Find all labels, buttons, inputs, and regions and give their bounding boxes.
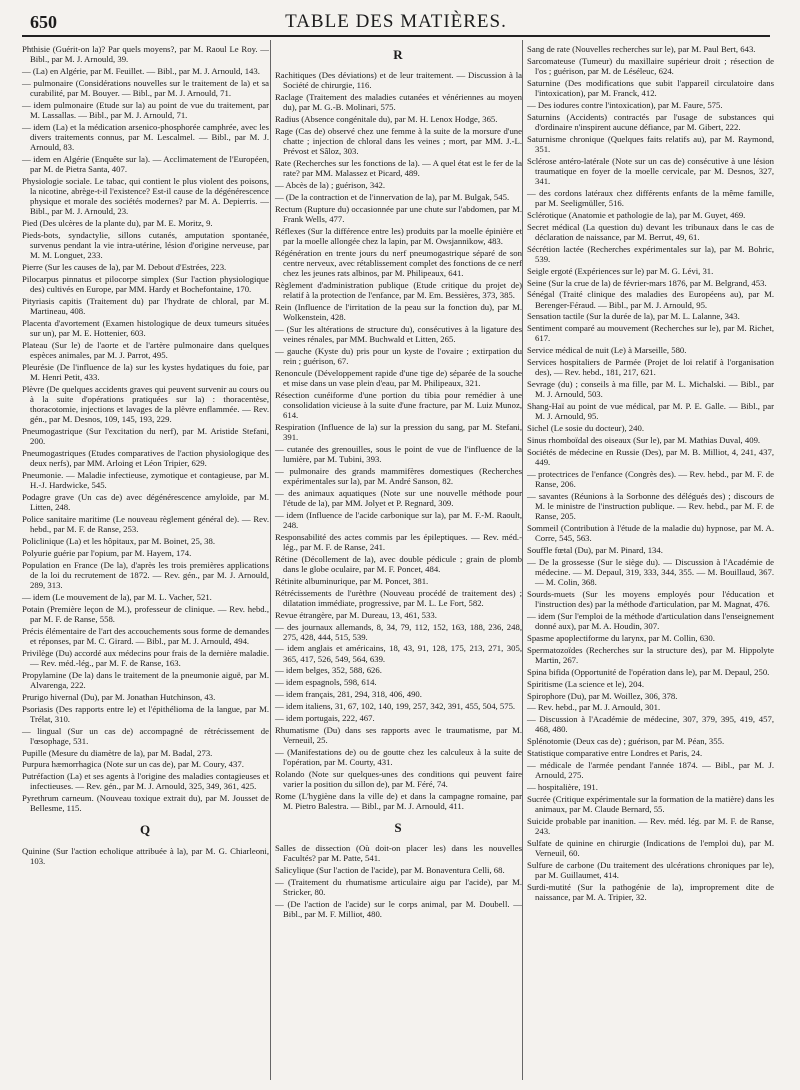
index-entry: Sang de rate (Nouvelles recherches sur le), par M. Paul Bert, 643. <box>527 44 756 54</box>
index-entry: — (Manifestations de) ou de goutte chez les calculeux à la suite de l'opération, par M. Courty, 431. <box>275 746 522 767</box>
index-entry: — idem pulmonaire (Etude sur la) au point de vue du traitement, par M. Lassallas. — Bibl., par M. J. Arnould, 71. <box>22 99 269 120</box>
index-entry: — idem en Algérie (Enquête sur la). — Acclimatement de l'Européen, par M. de Pietra Santa, 407. <box>22 153 269 175</box>
column-divider <box>522 40 523 1080</box>
index-entry: — hospitalière, 191. <box>527 782 598 793</box>
index-entry: — idem (Influence de l'acide carbonique sur la), par M. F.-M. Raoult, 248. <box>275 509 522 530</box>
index-entry: Pityriasis capitis (Traitement du) par l'hydrate de chloral, par M. Martineau, 408. <box>22 295 269 317</box>
index-entry: — médicale de l'armée pendant l'année 1874. — Bibl., par M. J. Arnould, 275. <box>527 760 774 781</box>
index-entry: Spina bifida (Opportunité de l'opération dans le), par M. Depaul, 250. <box>527 666 770 677</box>
index-entry: Rate (Recherches sur les fonctions de la). — A quel état est le fer de la rate? par MM. Malassez et Picard, 489. <box>275 158 522 179</box>
index-entry: Pneumogastriques (Etudes comparatives de l'action physiologique des deux nerfs), par MM. Arloing et Léon Tripier, 629. <box>22 448 269 469</box>
index-entry: Polyurie guérie par l'opium, par M. Hayem, 174. <box>22 547 192 558</box>
index-entry: Pieds-bots, syndactylie, sillons cutanés, amputation spontanée, survenus pendant la vie intra-utérine, lésion d'origine nerveuse, par M. M. Longuet, 233. <box>22 229 269 261</box>
index-entry: Spermatozoïdes (Recherches sur la structure des), par M. Hippolyte Martin, 267. <box>527 644 774 665</box>
index-entry: — idem portugais, 222, 467. <box>275 713 375 724</box>
index-entry: Sichel (Le sosie du docteur), 240. <box>527 423 645 434</box>
column-divider <box>270 40 271 1080</box>
index-entry: — idem (La) et la médication arsenico-phosphorée camphrée, avec les divers traitements connus, par M. Lescalmel. — Bibl., par M. J. Arnould, 83. <box>22 121 269 153</box>
index-entry: — (La) en Algérie, par M. Feuillet. — Bibl., par M. J. Arnould, 143. <box>22 65 260 76</box>
index-entry: Propylamine (De la) dans le traitement de la pneumonie aiguë, par M. Alvarenga, 222. <box>22 669 269 690</box>
index-entry: Raclage (Traitement des maladies cutanées et vénériennes au moyen du), par M. G.-B. Molinari, 575. <box>275 92 522 113</box>
index-entry: Salles de dissection (Où doit-on placer les) dans les nouvelles Facultés? par M. Patte, 541. <box>275 843 522 864</box>
index-entry: Population en France (De la), d'après les trois premières applications de la loi du recrutement de 1872. — Rev. gén., par M. J. Arnould, 289, 313. <box>22 559 269 590</box>
index-entry: Sarcomateuse (Tumeur) du maxillaire supérieur droit ; résection de l'os ; guérison, par M. de Léséleuc, 624. <box>527 55 774 76</box>
index-entry: Sommeil (Contribution à l'étude de la maladie du) hypnose, par M. A. Corre, 545, 563. <box>527 522 774 544</box>
index-entry: — idem espagnols, 598, 614. <box>275 677 377 688</box>
index-entry: Physiologie sociale. Le tabac, qui contient le plus violent des poisons, la nicotine, abrège-t-il l'existence? Est-il cause de la dégénérescence physique et morale des sociétés modernes? par M. A. Depierris. — Bibl., par M. J. Arnould, 23. <box>22 175 269 217</box>
index-entry: Rome (L'hygiène dans la ville de) et dans la campagne romaine, par M. Pietro Balestra. — Bibl., par M. J. Arnould, 411. <box>275 790 522 811</box>
index-column-2 <box>275 44 522 921</box>
index-entry: Sourds-muets (Sur les moyens employés pour l'éducation et l'instruction des) par la méthode d'articulation, par M. Magnat, 476. <box>527 588 774 609</box>
index-entry: Saturnine (Des modifications que subit l'appareil circulatoire dans l'intoxication), par M. Franck, 412. <box>527 77 774 98</box>
index-entry: — lingual (Sur un cas de) accompagné de rétrécissement de l'œsophage, 531. <box>22 725 269 746</box>
index-entry: — De la grossesse (Sur le siège du). — Discussion à l'Académie de médecine. — M. Depaul, 319, 333, 344, 355. — M. Bouillaud, 367. — M. Colin, 368. <box>527 556 774 588</box>
index-entry: Statistique comparative entre Londres et Paris, 24. <box>527 748 703 759</box>
index-entry: Sentiment comparé au mouvement (Recherches sur le), par M. Richet, 617. <box>527 323 774 344</box>
index-entry: Radius (Absence congénitale du), par M. H. Lenox Hodge, 365. <box>275 114 498 125</box>
index-entry: Sinus rhomboïdal des oiseaux (Sur le), par M. Mathias Duval, 409. <box>527 435 761 446</box>
index-entry: Résection cunéiforme d'une portion du tibia pour remédier à une consolidation vicieuse à la suite d'une fracture, par M. Luiz Munoz, 614. <box>275 389 522 420</box>
index-entry: Responsabilité des actes commis par les épileptiques. — Rev. méd.-lég., par M. F. de Ranse, 241. <box>275 531 522 552</box>
index-entry: Revue étrangère, par M. Dureau, 13, 461, 533. <box>275 609 437 620</box>
index-entry: Pleurésie (De l'influence de la) sur les kystes hydatiques du foie, par M. Henri Petit, 433. <box>22 361 269 382</box>
index-entry: Placenta d'avortement (Examen histologique de deux tumeurs situées sur un), par M. E. Hottenier, 603. <box>22 317 269 338</box>
index-entry: Rectum (Rupture du) occasionnée par une chute sur l'abdomen, par M. Frank Wells, 477. <box>275 203 522 224</box>
index-entry: Spirophore (Du), par M. Woillez, 306, 378. <box>527 690 678 701</box>
index-entry: Sécrétion lactée (Recherches expérimentales sur la), par M. Bohric, 539. <box>527 243 774 264</box>
index-entry: Plèvre (De quelques accidents graves qui peuvent survenir au cours ou à la suite d'opérations pratiquées sur la) : thoracentèse, thoracotomie, injections et lavages de la plèvre enflammée. — Rev. gén., par M. Desnos, 109, 145, 193, 229. <box>22 383 269 425</box>
index-entry: Renoncule (Développement rapide d'une tige de) séparée de la souche et mise dans un vase plein d'eau, par M. Philipeaux, 321. <box>275 367 522 388</box>
index-entry: — (Traitement du rhumatisme articulaire aigu par l'acide), par M. Stricker, 80. <box>275 877 522 898</box>
index-entry: Quinine (Sur l'action echolique attribuée à la), par M. G. Chiarleoni, 103. <box>22 845 269 866</box>
index-entry: Pneumonie. — Maladie infectieuse, zymotique et contagieuse, par M. H.-J. Hardwicke, 545. <box>22 470 269 491</box>
index-entry: Sulfure de carbone (Du traitement des ulcérations chroniques par le), par M. Guillaumet, 414. <box>527 859 774 880</box>
section-letter: S <box>394 820 403 836</box>
index-entry: Policlinique (La) et les hôpitaux, par M. Boinet, 25, 38. <box>22 535 216 546</box>
index-entry: Sevrage (du) ; conseils à ma fille, par M. L. Michalski. — Bibl., par M. J. Arnould, 503. <box>527 379 774 400</box>
index-entry: Seine (Sur la crue de la) de février-mars 1876, par M. Belgrand, 453. <box>527 277 767 288</box>
index-entry: — idem (Le mouvement de la), par M. L. Vacher, 521. <box>22 591 212 602</box>
index-entry: Police sanitaire maritime (Le nouveau règlement général de). — Rev. hebd., par M. F. de Ranse, 253. <box>22 513 269 535</box>
index-entry: — idem belges, 352, 588, 626. <box>275 665 382 676</box>
index-entry: Rolando (Note sur quelques-unes des conditions qui peuvent faire varier la position du sillon de), par M. Féré, 74. <box>275 768 522 789</box>
index-entry: Phthisie (Guérit-on la)? Par quels moyens?, par M. Raoul Le Roy. — Bibl., par M. J. Arnould, 39. <box>22 44 269 65</box>
index-entry: — idem italiens, 31, 67, 102, 140, 199, 257, 342, 391, 455, 504, 575. <box>275 701 516 712</box>
index-column-1 <box>22 44 269 868</box>
index-entry: — Des iodures contre l'intoxication), par M. Faure, 575. <box>527 99 723 110</box>
index-entry: Régénération en trente jours du nerf pneumogastrique séparé de son centre nerveux, avec rétablissement complet des fonctions de ce nerf chez les jeunes rats albinos, par M. Philipeaux, 641. <box>275 247 522 278</box>
index-entry: Rétrécissements de l'urèthre (Nouveau procédé de traitement des) ; dilatation immédiate, progressive, par M. L. Le Fort, 582. <box>275 587 522 608</box>
index-entry: Sociétés de médecine en Russie (Des), par M. B. Milliot, 4, 241, 437, 449. <box>527 446 774 467</box>
index-entry: Sclérotique (Anatomie et pathologie de la), par M. Guyet, 469. <box>527 209 746 220</box>
index-entry: — des animaux aquatiques (Note sur une nouvelle méthode pour l'étude de la), par MM. Jolyet et P. Regnard, 309. <box>275 487 522 508</box>
index-entry: Rage (Cas de) observé chez une femme à la suite de la morsure d'une chatte ; injection de chloral dans les veines ; mort, par MM. J.-L. Prévost et Sâloz, 303. <box>275 125 522 157</box>
index-entry: Rachitiques (Des déviations) et de leur traitement. — Discussion à la Société de chirurgie, 116. <box>275 70 522 91</box>
index-entry: — des journaux allemands, 8, 34, 79, 112, 152, 163, 188, 236, 248, 275, 428, 444, 515, 539. <box>275 621 522 642</box>
index-entry: Putréfaction (La) et ses agents à l'origine des maladies contagieuses et infectieuses. — Rev. gén., par M. J. Arnould, 325, 349, 361, 425. <box>22 771 269 792</box>
index-entry: Services hospitaliers de Parmée (Projet de loi relatif à l'organisation des), — Rev. hebd., 181, 217, 621. <box>527 357 774 378</box>
index-entry: Pneumogastrique (Sur l'excitation du nerf), par M. Aristide Stefani, 200. <box>22 426 269 447</box>
index-entry: Prurigo hivernal (Du), par M. Jonathan Hutchinson, 43. <box>22 691 216 702</box>
index-entry: — pulmonaire (Considérations nouvelles sur le traitement de la) et sa curabilité, par M. Bouyer. — Bibl., par M. J. Arnould, 71. <box>22 77 269 98</box>
running-title: TABLE DES MATIÈRES. <box>285 11 507 32</box>
index-entry: Sucrée (Critique expérimentale sur la formation de la matière) dans les animaux, par M. Claude Bernard, 55. <box>527 793 774 815</box>
index-entry: Rein (Influence de l'irritation de la peau sur la fonction du), par M. Wolkenstein, 428. <box>275 301 522 322</box>
index-entry: — (De la contraction et de l'innervation de la), par M. Bulgak, 545. <box>275 191 510 202</box>
index-entry: Pied (Des ulcères de la plante du), par M. E. Moritz, 9. <box>22 218 213 229</box>
index-entry: — idem français, 281, 294, 318, 406, 490. <box>275 689 422 700</box>
index-entry: Splénotomie (Deux cas de) ; guérison, par M. Péan, 355. <box>527 736 725 747</box>
index-entry: — des cordons latéraux chez différents enfants de la même famille, par M. Seeligmüller, 516. <box>527 187 774 208</box>
index-entry: — protectrices de l'enfance (Congrès des). — Rev. hebd., par M. F. de Ranse, 206. <box>527 468 774 489</box>
index-entry: Plateau (Sur le) de l'aorte et de l'artère pulmonaire dans quelques espèces animales, par M. J. Parrot, 495. <box>22 339 269 360</box>
index-entry: Pyrethrum carneum. (Nouveau toxique extrait du), par M. Jousset de Bellesme, 115. <box>22 793 269 814</box>
index-entry: Pilocarpus pinnatus et pilocorpe simplex (Sur l'action physiologique des) cultivés en Europe, par MM. Hardy et Bochefontaine, 170. <box>22 273 269 295</box>
index-entry: Précis élémentaire de l'art des accouchements sous forme de demandes et réponses, par M. C. Girard. — Bibl., par M. J. Arnould, 494. <box>22 625 269 646</box>
index-entry: Spiritisme (La science et le), 204. <box>527 678 645 689</box>
index-entry: Souffle fœtal (Du), par M. Pinard, 134. <box>527 544 663 555</box>
index-entry: Saturnisme chronique (Quelques faits relatifs au), par M. Raymond, 351. <box>527 133 774 154</box>
index-entry: Psoriasis (Des rapports entre le) et l'épithélioma de la langue, par M. Trélat, 310. <box>22 703 269 724</box>
index-entry: Podagre grave (Un cas de) avec dégénérescence amyloïde, par M. Litten, 248. <box>22 491 269 513</box>
index-entry: Sulfate de quinine en chirurgie (Indications de l'emploi du), par M. Verneuil, 60. <box>527 837 774 859</box>
section-letter: Q <box>139 822 152 838</box>
index-entry: Suicide probable par inanition. — Rev. méd. lég. par M. F. de Ranse, 243. <box>527 815 774 837</box>
index-entry: Surdi-mutité (Sur la pathogénie de la), improprement dite de naissance, par M. A. Tripier, 32. <box>527 881 774 902</box>
index-entry: Réflexes (Sur la différence entre les) produits par la moelle épinière et par la moelle allongée chez la lapin, par M. Owsjannikow, 483. <box>275 225 522 246</box>
index-entry: — Discussion à l'Académie de médecine, 307, 379, 395, 419, 457, 468, 480. <box>527 714 774 735</box>
index-column-3 <box>527 44 774 904</box>
index-entry: Sensation tactile (Sur la durée de la), par M. L. Lalanne, 343. <box>527 311 740 322</box>
index-entry: — (De l'action de l'acide) sur le corps animal, par M. Doubell. — Bibl., par M. F. Milliot, 480. <box>275 899 522 920</box>
index-entry: — (Sur les altérations de structure du), consécutives à la ligature des veines rénales, par MM. Buchwald et Litten, 265. <box>275 323 522 344</box>
header-rule <box>22 35 770 37</box>
page-number: 650 <box>30 12 57 32</box>
index-entry: Rhumatisme (Du) dans ses rapports avec le traumatisme, par M. Verneuil, 25. <box>275 724 522 746</box>
index-entry: Purpura hæmorrhagica (Note sur un cas de), par M. Coury, 437. <box>22 759 244 770</box>
index-entry: — idem (Sur l'emploi de la méthode d'articulation dans l'enseignement donné aux), par M. A. Houdin, 307. <box>527 610 774 631</box>
index-entry: — cutanée des grenouilles, sous le point de vue de l'influence de la lumière, par M. Tubini, 393. <box>275 443 522 464</box>
index-entry: Spasme apoplectiforme du larynx, par M. Collin, 630. <box>527 632 715 643</box>
index-entry: Pierre (Sur les causes de la), par M. Debout d'Estrées, 223. <box>22 262 227 273</box>
index-entry: Shang-Haï au point de vue médical, par M. P. E. Galle. — Bibl., par M. J. Arnould, 95. <box>527 401 774 422</box>
index-entry: — Rev. hebd., par M. J. Arnould, 301. <box>527 702 661 713</box>
index-entry: Règlement d'administration publique (Etude critique du projet de) relatif à la protection de l'enfance, par M. Em. Bessières, 373, 385. <box>275 279 522 300</box>
index-entry: Respiration (Influence de la) sur la pression du sang, par M. Stefani, 391. <box>275 421 522 442</box>
index-entry: Secret médical (La question du) devant les tribunaux dans le cas de déclaration de naissance, par M. Berrut, 49, 61. <box>527 221 774 242</box>
index-entry: Sénégal (Traité clinique des maladies des Européens au), par M. Berenger-Féraud. — Bibl., par M. J. Arnould, 95. <box>527 289 774 310</box>
index-entry: — idem anglais et américains, 18, 43, 91, 128, 175, 213, 271, 305, 365, 417, 526, 549, 564, 639. <box>275 643 522 664</box>
index-entry: Service médical de nuit (Le) à Marseille, 580. <box>527 345 687 356</box>
section-letter: R <box>393 47 404 62</box>
index-entry: Seigle ergoté (Expériences sur le) par M. G. Lévi, 31. <box>527 265 714 276</box>
index-entry: Pupille (Mesure du diamètre de la), par M. Badal, 273. <box>22 747 213 758</box>
index-entry: Potain (Première leçon de M.), professeur de clinique. — Rev. hebd., par M. F. de Ranse, 558. <box>22 603 269 624</box>
index-entry: — gauche (Kyste du) pris pour un kyste de l'ovaire ; extirpation du rein ; guérison, 67. <box>275 345 522 366</box>
page-header <box>22 8 770 34</box>
index-entry: Saturnins (Accidents) contractés par l'usage de substances qui d'ordinaire n'inspirent aucune défiance, par M. Gibert, 222. <box>527 111 774 132</box>
index-entry: Privilège (Du) accordé aux médecins pour frais de la dernière maladie. — Rev. méd.-lég., par M. F. de Ranse, 163. <box>22 647 269 668</box>
index-entry: — Abcès de la) ; guérison, 342. <box>275 180 386 191</box>
index-entry: Salicylique (Sur l'action de l'acide), par M. Bonaventura Celli, 68. <box>275 865 505 876</box>
index-entry: Sclérose antéro-latérale (Note sur un cas de) consécutive à une lésion traumatique en foyer de la moelle cervicale, par M. Desnos, 327, 341. <box>527 155 774 186</box>
index-entry: — savantes (Réunions à la Sorbonne des délégués des) ; discours de M. le ministre de l'instruction publique. — Rev. hebd., par M. F. de Ranse, 205. <box>527 490 774 522</box>
index-entry: Rétine (Décollement de la), avec double pédicule ; grain de plomb dans le globe oculaire, par M. F. Poncet, 484. <box>275 553 522 574</box>
index-entry: — pulmonaire des grands mammifères domestiques (Recherches expérimentales sur la), par M. André Sanson, 82. <box>275 465 522 486</box>
index-entry: Rétinite albuminurique, par M. Poncet, 381. <box>275 575 429 586</box>
